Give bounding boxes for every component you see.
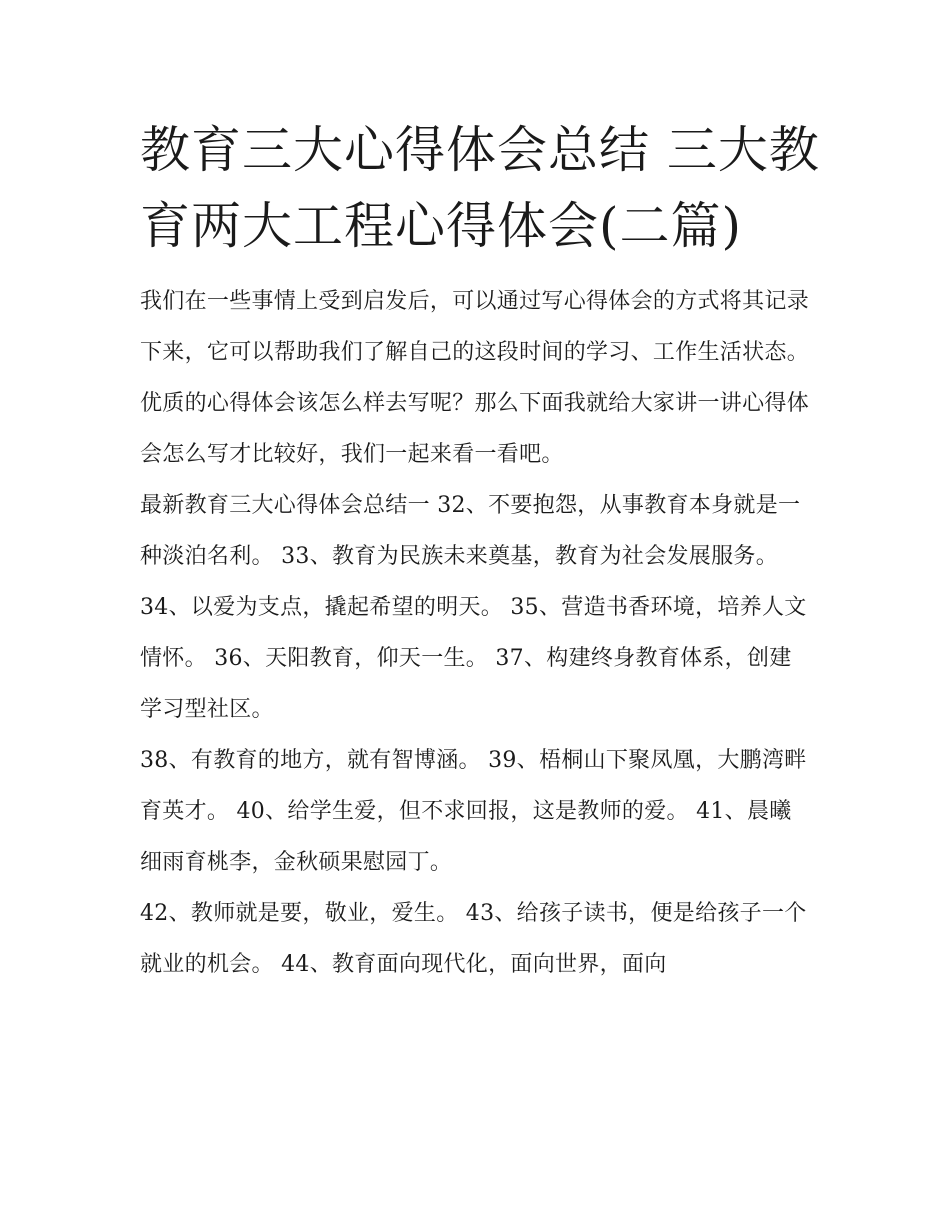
document-title: 教育三大心得体会总结 三大教育两大工程心得体会(二篇)	[140, 121, 820, 255]
paragraph-slogans-42-44: 42、教师就是要，敬业，爱生。 43、给孩子读书，便是给孩子一个就业的机会。 44、教育面向现代化，面向世界，面向	[140, 901, 807, 977]
document-body	[140, 276, 812, 990]
paragraph-intro: 我们在一些事情上受到启发后，可以通过写心得体会的方式将其记录下来，它可以帮助我们了解自己的这段时间的学习、工作生活状态。优质的心得体会该怎么样去写呢？那么下面我就给大家讲一讲心得体会怎么写才比较好，我们一起来看一看吧。	[140, 289, 810, 467]
paragraph-slogans-38-41: 38、有教育的地方，就有智博涵。 39、梧桐山下聚凤凰，大鹏湾畔育英才。 40、给学生爱，但不求回报，这是教师的爱。 41、晨曦细雨育桃李，金秋硕果慰园丁。	[140, 748, 807, 875]
paragraph-slogans-34-37: 34、以爱为支点，撬起希望的明天。 35、营造书香环境，培养人文情怀。 36、天阳教育，仰天一生。 37、构建终身教育体系，创建学习型社区。	[140, 595, 807, 722]
paragraph-summary-1: 最新教育三大心得体会总结一 32、不要抱怨，从事教育本身就是一种淡泊名利。 33、教育为民族未来奠基，教育为社会发展服务。	[140, 493, 801, 569]
